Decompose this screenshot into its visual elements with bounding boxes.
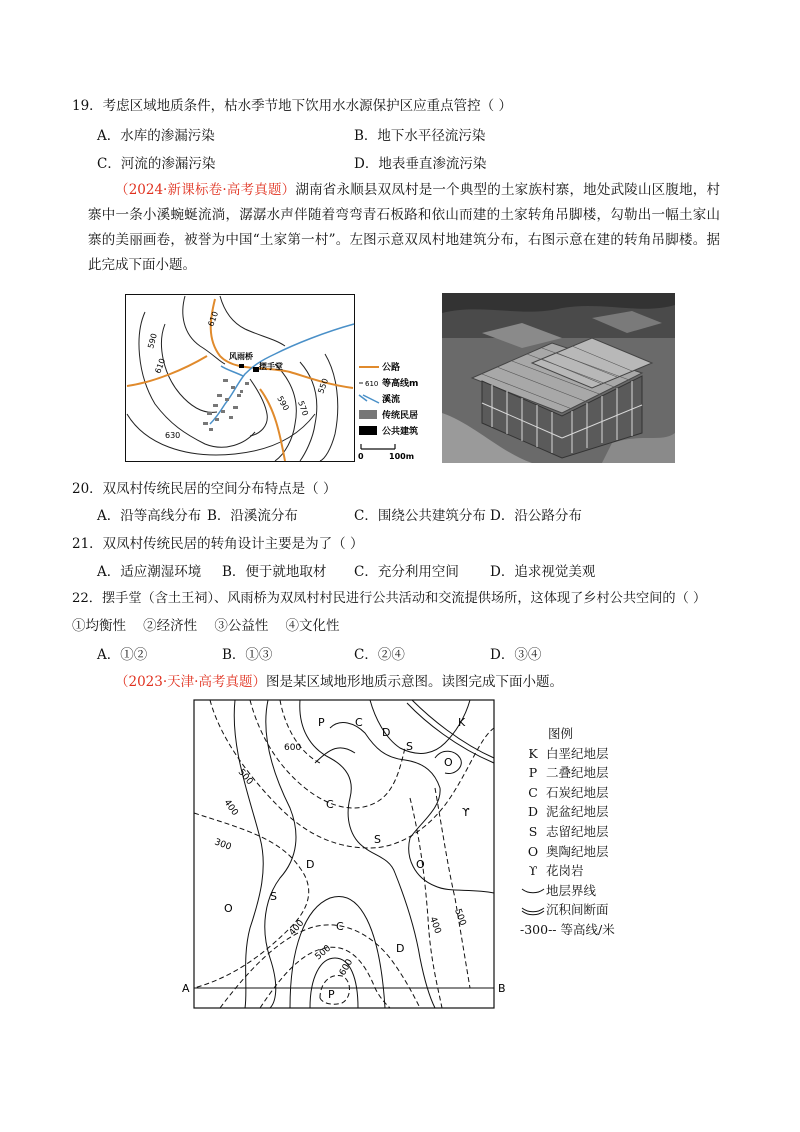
legend-text: 沉积间断面 bbox=[546, 902, 609, 918]
legend-item bbox=[520, 861, 670, 881]
contour-label: 300 bbox=[212, 837, 233, 853]
contour-label: 400 bbox=[287, 918, 307, 938]
contour-label: 400 bbox=[221, 797, 240, 818]
contour-label: 500 bbox=[235, 767, 255, 788]
passage-2 bbox=[115, 673, 563, 691]
stratum-label: C bbox=[355, 716, 363, 729]
q20-stem: 20．双凤村传统民居的空间分布特点是（ ） bbox=[72, 481, 337, 497]
legend-symbol: P bbox=[528, 765, 538, 781]
legend-item bbox=[520, 900, 670, 920]
village-map-legend bbox=[355, 355, 435, 460]
stilt-house-photo bbox=[442, 293, 675, 463]
contour-label: 400 bbox=[427, 915, 443, 936]
legend-item bbox=[520, 881, 670, 901]
stratum-label: D bbox=[306, 858, 315, 871]
scale-label: 100m bbox=[389, 452, 415, 460]
house bbox=[240, 390, 243, 393]
house bbox=[229, 416, 233, 419]
legend-item bbox=[520, 802, 670, 822]
stratum-label: S bbox=[374, 833, 381, 846]
stratum-label: D bbox=[396, 942, 405, 955]
unconformity-icon bbox=[520, 905, 546, 917]
scale-zero: 0 bbox=[358, 452, 364, 460]
legend-item bbox=[520, 822, 670, 842]
legend-text: 二叠纪地层 bbox=[546, 765, 609, 781]
legend-text: 志留纪地层 bbox=[546, 823, 609, 839]
legend-text: 石炭纪地层 bbox=[546, 784, 609, 800]
q19-option-c[interactable]: C．河流的渗漏污染 bbox=[97, 156, 216, 172]
stratum-label: P bbox=[328, 988, 335, 1001]
hall-label: 摆手堂 bbox=[259, 362, 283, 371]
q20-option-c[interactable]: C．围绕公共建筑分布 bbox=[354, 508, 486, 524]
point-b: B bbox=[498, 982, 506, 995]
legend-symbol: ϒ bbox=[528, 863, 538, 879]
legend-item bbox=[520, 783, 670, 803]
legend-house: 传统民居 bbox=[382, 411, 419, 421]
stratum-label: S bbox=[406, 740, 413, 753]
q21-option-d[interactable]: D．追求视觉美观 bbox=[490, 564, 596, 580]
contour-label: 600 bbox=[337, 957, 356, 978]
contour-label: 500 bbox=[452, 907, 468, 928]
legend-contour-value: 610 bbox=[365, 380, 379, 388]
passage-1-text: 湖南省永顺县双凤村是一个典型的土家族村寨，地处武陵山区腹地，村寨中一条小溪蜿蜒流淌，潺潺水声伴随着弯弯青石板路和依山而建的土家转角吊脚楼，勾勒出一幅土家山寨的美丽画卷，被誉为中国“土家第一村”。左图示意双凤村地建筑分布，右图示意在建的转角吊脚楼。据此完成下面小题。 bbox=[88, 182, 720, 273]
legend-road: 公路 bbox=[382, 363, 401, 373]
house bbox=[217, 394, 222, 397]
house bbox=[213, 404, 218, 407]
q22-option-c[interactable]: C．②④ bbox=[354, 647, 405, 663]
point-a: A bbox=[182, 982, 190, 995]
q22-option-b[interactable]: B．①③ bbox=[222, 647, 273, 663]
stratum-label: O bbox=[224, 902, 233, 915]
contour-label: 570 bbox=[296, 399, 310, 418]
geology-legend bbox=[520, 724, 670, 940]
boundary-line-icon bbox=[520, 885, 546, 897]
q19-option-a[interactable]: A．水库的渗漏污染 bbox=[97, 128, 215, 144]
legend-text: 白垩纪地层 bbox=[546, 745, 609, 761]
legend-text: 奥陶纪地层 bbox=[546, 843, 609, 859]
house bbox=[237, 394, 241, 397]
q22-option-d[interactable]: D．③④ bbox=[490, 647, 542, 663]
stratum-label: D bbox=[382, 726, 391, 739]
passage-2-text: 图是某区域地形地质示意图。读图完成下面小题。 bbox=[265, 674, 563, 690]
legend-item: -300-- 等高线/米 bbox=[520, 921, 615, 937]
house bbox=[203, 422, 208, 425]
house bbox=[209, 428, 213, 431]
q21-option-b[interactable]: B．便于就地取材 bbox=[222, 564, 327, 580]
legend-title: 图例 bbox=[548, 726, 574, 741]
house bbox=[221, 410, 225, 413]
q19-option-d[interactable]: D．地表垂直渗流污染 bbox=[354, 156, 487, 172]
q22-items: ①均衡性 ②经济性 ③公益性 ④文化性 bbox=[72, 618, 340, 634]
q19-option-b[interactable]: B．地下水平径流污染 bbox=[354, 128, 486, 144]
q19-stem: 19．考虑区域地质条件，枯水季节地下饮用水水源保护区应重点管控（ ） bbox=[72, 98, 512, 114]
contour-label: 590 bbox=[275, 394, 291, 413]
house bbox=[231, 386, 235, 389]
q22-stem: 22．摆手堂（含土王祠）、风雨桥为双凤村村民进行公共活动和交流提供场所，这体现了乡村公共空间的（ ） bbox=[72, 591, 707, 606]
legend-symbol: C bbox=[528, 784, 538, 800]
stratum-label: P bbox=[318, 716, 325, 729]
village-map bbox=[125, 294, 355, 462]
legend-contour: 等高线m bbox=[382, 379, 419, 389]
legend-symbol: D bbox=[527, 804, 539, 820]
bridge-label: 风雨桥 bbox=[229, 352, 253, 361]
house bbox=[223, 379, 228, 382]
legend-text: 地层界线 bbox=[546, 882, 597, 898]
legend-text: 泥盆纪地层 bbox=[546, 804, 609, 820]
q20-option-a[interactable]: A．沿等高线分布 bbox=[97, 508, 202, 524]
legend-text: 花岗岩 bbox=[546, 863, 584, 879]
house bbox=[207, 412, 212, 415]
contour-label: 630 bbox=[165, 431, 181, 440]
legend-item bbox=[520, 744, 670, 764]
stratum-label: O bbox=[444, 756, 453, 769]
contour-label: 600 bbox=[284, 743, 302, 753]
q22-option-a[interactable]: A．①② bbox=[97, 647, 148, 663]
legend-item bbox=[520, 842, 670, 862]
q20-option-b[interactable]: B．沿溪流分布 bbox=[207, 508, 298, 524]
passage-2-source: （2023·天津·高考真题） bbox=[115, 674, 266, 690]
stratum-label: S bbox=[270, 890, 277, 903]
q20-option-d[interactable]: D．沿公路分布 bbox=[490, 508, 582, 524]
contour-label: 590 bbox=[146, 332, 159, 350]
house bbox=[215, 418, 219, 421]
legend-symbol: O bbox=[527, 843, 539, 859]
legend-public-building: 公共建筑 bbox=[382, 427, 419, 437]
legend-symbol: K bbox=[528, 745, 538, 761]
q21-option-a[interactable]: A．适应潮湿环境 bbox=[97, 564, 202, 580]
public-building bbox=[239, 364, 244, 368]
q21-stem: 21．双凤村传统民居的转角设计主要是为了（ ） bbox=[72, 536, 364, 552]
legend-symbol: S bbox=[528, 823, 538, 839]
geology-map bbox=[180, 698, 520, 1018]
contour-label: 550 bbox=[316, 377, 331, 395]
contour-label: 610 bbox=[206, 310, 221, 328]
stratum-label: O bbox=[416, 858, 425, 871]
stratum-label: C bbox=[326, 798, 334, 811]
legend-stream: 溪流 bbox=[382, 395, 401, 405]
house bbox=[225, 398, 229, 401]
stratum-label: ϒ bbox=[462, 806, 470, 819]
passage-1-source: （2024·新课标卷·高考真题） bbox=[115, 182, 296, 198]
q21-option-c[interactable]: C．充分利用空间 bbox=[354, 564, 459, 580]
contour-label: 610 bbox=[153, 357, 168, 375]
legend-item bbox=[520, 763, 670, 783]
stratum-label: C bbox=[336, 920, 344, 933]
stratum-label: K bbox=[458, 716, 466, 729]
house bbox=[233, 406, 238, 409]
passage-1 bbox=[88, 178, 720, 278]
contour-label: 500 bbox=[313, 943, 334, 963]
house bbox=[245, 382, 249, 385]
